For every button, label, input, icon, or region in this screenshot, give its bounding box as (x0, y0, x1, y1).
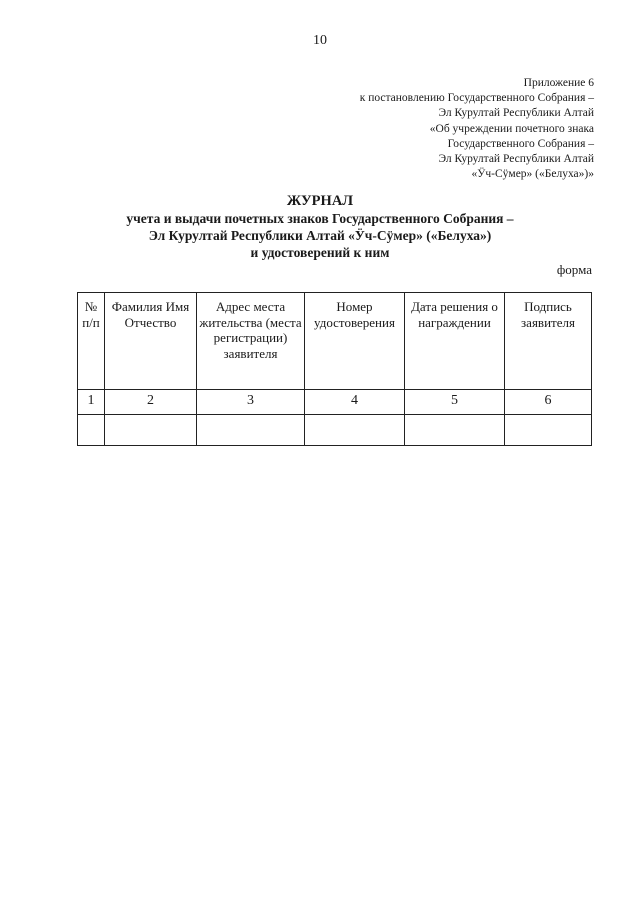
appendix-line: Эл Курултай Республики Алтай (438, 153, 594, 166)
table-row (78, 390, 592, 415)
title-line: и удостоверений к ним (250, 245, 390, 260)
header-cell-decision-date: Дата решения о награждении (405, 293, 505, 390)
header-cell-signature: Подпись заявителя (505, 293, 592, 390)
appendix-line: «Ӱч-Сӱмер» («Белуха»)» (471, 168, 594, 181)
column-number-cell: 6 (505, 390, 592, 415)
title-line: Эл Курултай Республики Алтай «Ӱч-Сӱмер» («Белуха») (148, 228, 492, 243)
header-cell-number: № п/п (78, 293, 105, 390)
appendix-line: Государственного Собрания – (447, 137, 594, 150)
column-number-cell: 4 (305, 390, 405, 415)
empty-cell (197, 415, 305, 446)
column-number-cell: 1 (78, 390, 105, 415)
title-line: учета и выдачи почетных знаков Государственного Собрания – (126, 211, 514, 226)
appendix-line: Приложение 6 (523, 77, 594, 89)
appendix-line: Эл Курултай Республики Алтай (438, 107, 594, 120)
table-header-row (78, 293, 592, 390)
header-cell-certificate: Номер удостоверения (305, 293, 405, 390)
title-main: ЖУРНАЛ (286, 193, 354, 209)
appendix-block (360, 76, 594, 182)
form-label: форма (556, 262, 592, 277)
header-cell-address: Адрес места жительства (места регистрации) заявителя (197, 293, 305, 390)
empty-cell (405, 415, 505, 446)
empty-cell (78, 415, 105, 446)
appendix-line: к постановлению Государственного Собрания – (359, 92, 594, 105)
journal-table (77, 292, 592, 446)
empty-cell (305, 415, 405, 446)
page-number: 10 (313, 33, 327, 48)
header-cell-name: Фамилия Имя Отчество (105, 293, 197, 390)
column-number-cell: 2 (105, 390, 197, 415)
appendix-line: «Об учреждении почетного знака (429, 122, 594, 135)
document-title (0, 193, 640, 261)
column-number-cell: 3 (197, 390, 305, 415)
empty-cell (505, 415, 592, 446)
empty-cell (105, 415, 197, 446)
table-row (78, 415, 592, 446)
column-number-cell: 5 (405, 390, 505, 415)
